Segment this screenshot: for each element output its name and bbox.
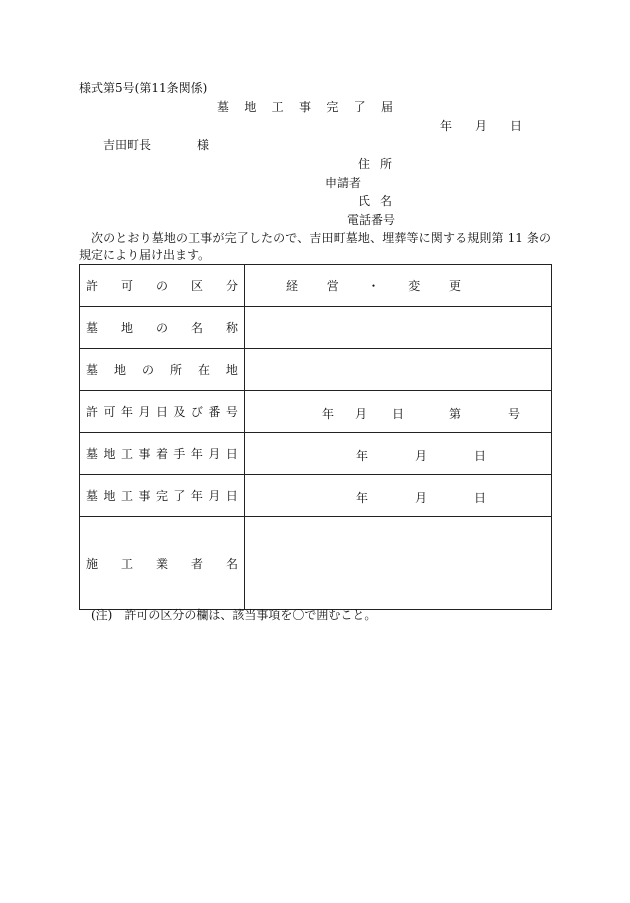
label-char: 地 <box>103 489 116 503</box>
label-char: 称 <box>225 321 238 335</box>
label-char: 月 <box>138 405 151 419</box>
form-table <box>79 264 552 610</box>
month-label: 月 <box>415 490 428 505</box>
row-label-cemetery-name <box>80 307 245 349</box>
row-label-cemetery-location <box>80 349 245 391</box>
permit-kind-field[interactable] <box>245 265 552 307</box>
label-char: 分 <box>225 279 238 293</box>
label-char: 了 <box>173 489 186 503</box>
table-row <box>80 391 552 433</box>
table-row <box>80 475 552 517</box>
label-char: 及 <box>173 405 186 419</box>
month-label: 月 <box>474 119 487 133</box>
option-char: 更 <box>448 279 461 293</box>
label-char: 墓 <box>86 321 99 335</box>
title-char: 事 <box>298 100 311 114</box>
footnote: (注) 許可の区分の欄は、該当事項を〇で囲むこと。 <box>91 608 377 622</box>
label-char: 工 <box>120 556 133 571</box>
title-char: 墓 <box>217 100 230 114</box>
option-char: 変 <box>408 279 421 293</box>
label-char: 名 <box>225 556 238 571</box>
table-row <box>80 433 552 475</box>
permit-date-number-field[interactable] <box>245 391 552 433</box>
applicant-name-label <box>358 194 392 208</box>
option-char: 営 <box>326 279 339 293</box>
label-char: 年 <box>120 405 133 419</box>
label-char: の <box>141 363 154 377</box>
addressee-honorific: 様 <box>196 138 209 152</box>
label-char: 月 <box>208 489 221 503</box>
title-char: 完 <box>326 100 339 114</box>
label-char: 者 <box>190 556 203 571</box>
label-char: 墓 <box>86 447 99 461</box>
label-char: 可 <box>103 405 116 419</box>
label-char: 施 <box>86 556 99 571</box>
label-char: 地 <box>120 321 133 335</box>
cemetery-location-field[interactable] <box>245 349 552 391</box>
year-label: 年 <box>440 119 453 133</box>
title-char: 了 <box>353 100 366 114</box>
year-label: 年 <box>322 406 335 421</box>
label-char: 年 <box>190 489 203 503</box>
label-char: 墓 <box>86 363 99 377</box>
row-label-contractor <box>80 517 245 610</box>
body-text: 次のとおり墓地の工事が完了したので、吉田町墓地、埋葬等に関する規則第 11 条の規定により届け出ます。 <box>79 231 551 262</box>
label-char: 事 <box>138 447 151 461</box>
contractor-name-field[interactable] <box>245 517 552 610</box>
label-char: 手 <box>173 447 186 461</box>
label-char: 業 <box>155 556 168 571</box>
label-char: 名 <box>379 194 392 208</box>
row-label-construction-start <box>80 433 245 475</box>
table-row <box>80 307 552 349</box>
label-char: 完 <box>155 489 168 503</box>
label-char: 日 <box>225 447 238 461</box>
option-separator: ・ <box>367 279 380 293</box>
label-char: 番 <box>208 405 221 419</box>
label-char: 所 <box>379 157 392 171</box>
label-char: 名 <box>190 321 203 335</box>
applicant-phone-label: 電話番号 <box>347 213 396 227</box>
number-suffix-label: 号 <box>508 406 521 421</box>
label-char: 工 <box>120 447 133 461</box>
label-char: 着 <box>155 447 168 461</box>
month-label: 月 <box>415 448 428 463</box>
construction-completion-date-field[interactable] <box>245 475 552 517</box>
label-char: 日 <box>155 405 168 419</box>
label-char: 年 <box>190 447 203 461</box>
day-label: 日 <box>474 448 487 463</box>
label-char: 日 <box>225 489 238 503</box>
label-char: 住 <box>358 157 371 171</box>
addressee <box>103 138 209 152</box>
label-char: 墓 <box>86 489 99 503</box>
title-char: 地 <box>244 100 257 114</box>
submission-date <box>440 119 522 133</box>
applicant-address-label <box>358 157 392 171</box>
option-char: 経 <box>286 279 299 293</box>
label-char: 在 <box>197 363 210 377</box>
label-char: 地 <box>225 363 238 377</box>
document-title <box>217 100 393 114</box>
label-char: の <box>155 321 168 335</box>
day-label: 日 <box>392 406 405 421</box>
year-label: 年 <box>356 448 369 463</box>
table-row <box>80 349 552 391</box>
label-char: 許 <box>86 405 99 419</box>
row-label-permit-kind <box>80 265 245 307</box>
month-label: 月 <box>355 406 368 421</box>
number-prefix-label: 第 <box>449 406 462 421</box>
applicant-label: 申請者 <box>325 176 362 190</box>
label-char: 月 <box>208 447 221 461</box>
label-char: 氏 <box>358 194 371 208</box>
cemetery-name-field[interactable] <box>245 307 552 349</box>
title-char: 届 <box>380 100 393 114</box>
label-char: 許 <box>86 279 99 293</box>
day-label: 日 <box>474 490 487 505</box>
construction-start-date-field[interactable] <box>245 433 552 475</box>
addressee-name: 吉田町長 <box>103 138 152 152</box>
label-char: 工 <box>120 489 133 503</box>
label-char: の <box>155 279 168 293</box>
label-char: 可 <box>120 279 133 293</box>
label-char: 地 <box>103 447 116 461</box>
form-number: 様式第5号(第11条関係) <box>79 81 208 95</box>
label-char: 所 <box>169 363 182 377</box>
table-row <box>80 517 552 610</box>
label-char: 事 <box>138 489 151 503</box>
day-label: 日 <box>509 119 522 133</box>
title-char: 工 <box>271 100 284 114</box>
row-label-construction-completion <box>80 475 245 517</box>
row-label-permit-date-number <box>80 391 245 433</box>
label-char: 号 <box>225 405 238 419</box>
label-char: 地 <box>113 363 126 377</box>
label-char: 区 <box>190 279 203 293</box>
label-char: び <box>190 405 203 419</box>
year-label: 年 <box>356 490 369 505</box>
table-row <box>80 265 552 307</box>
